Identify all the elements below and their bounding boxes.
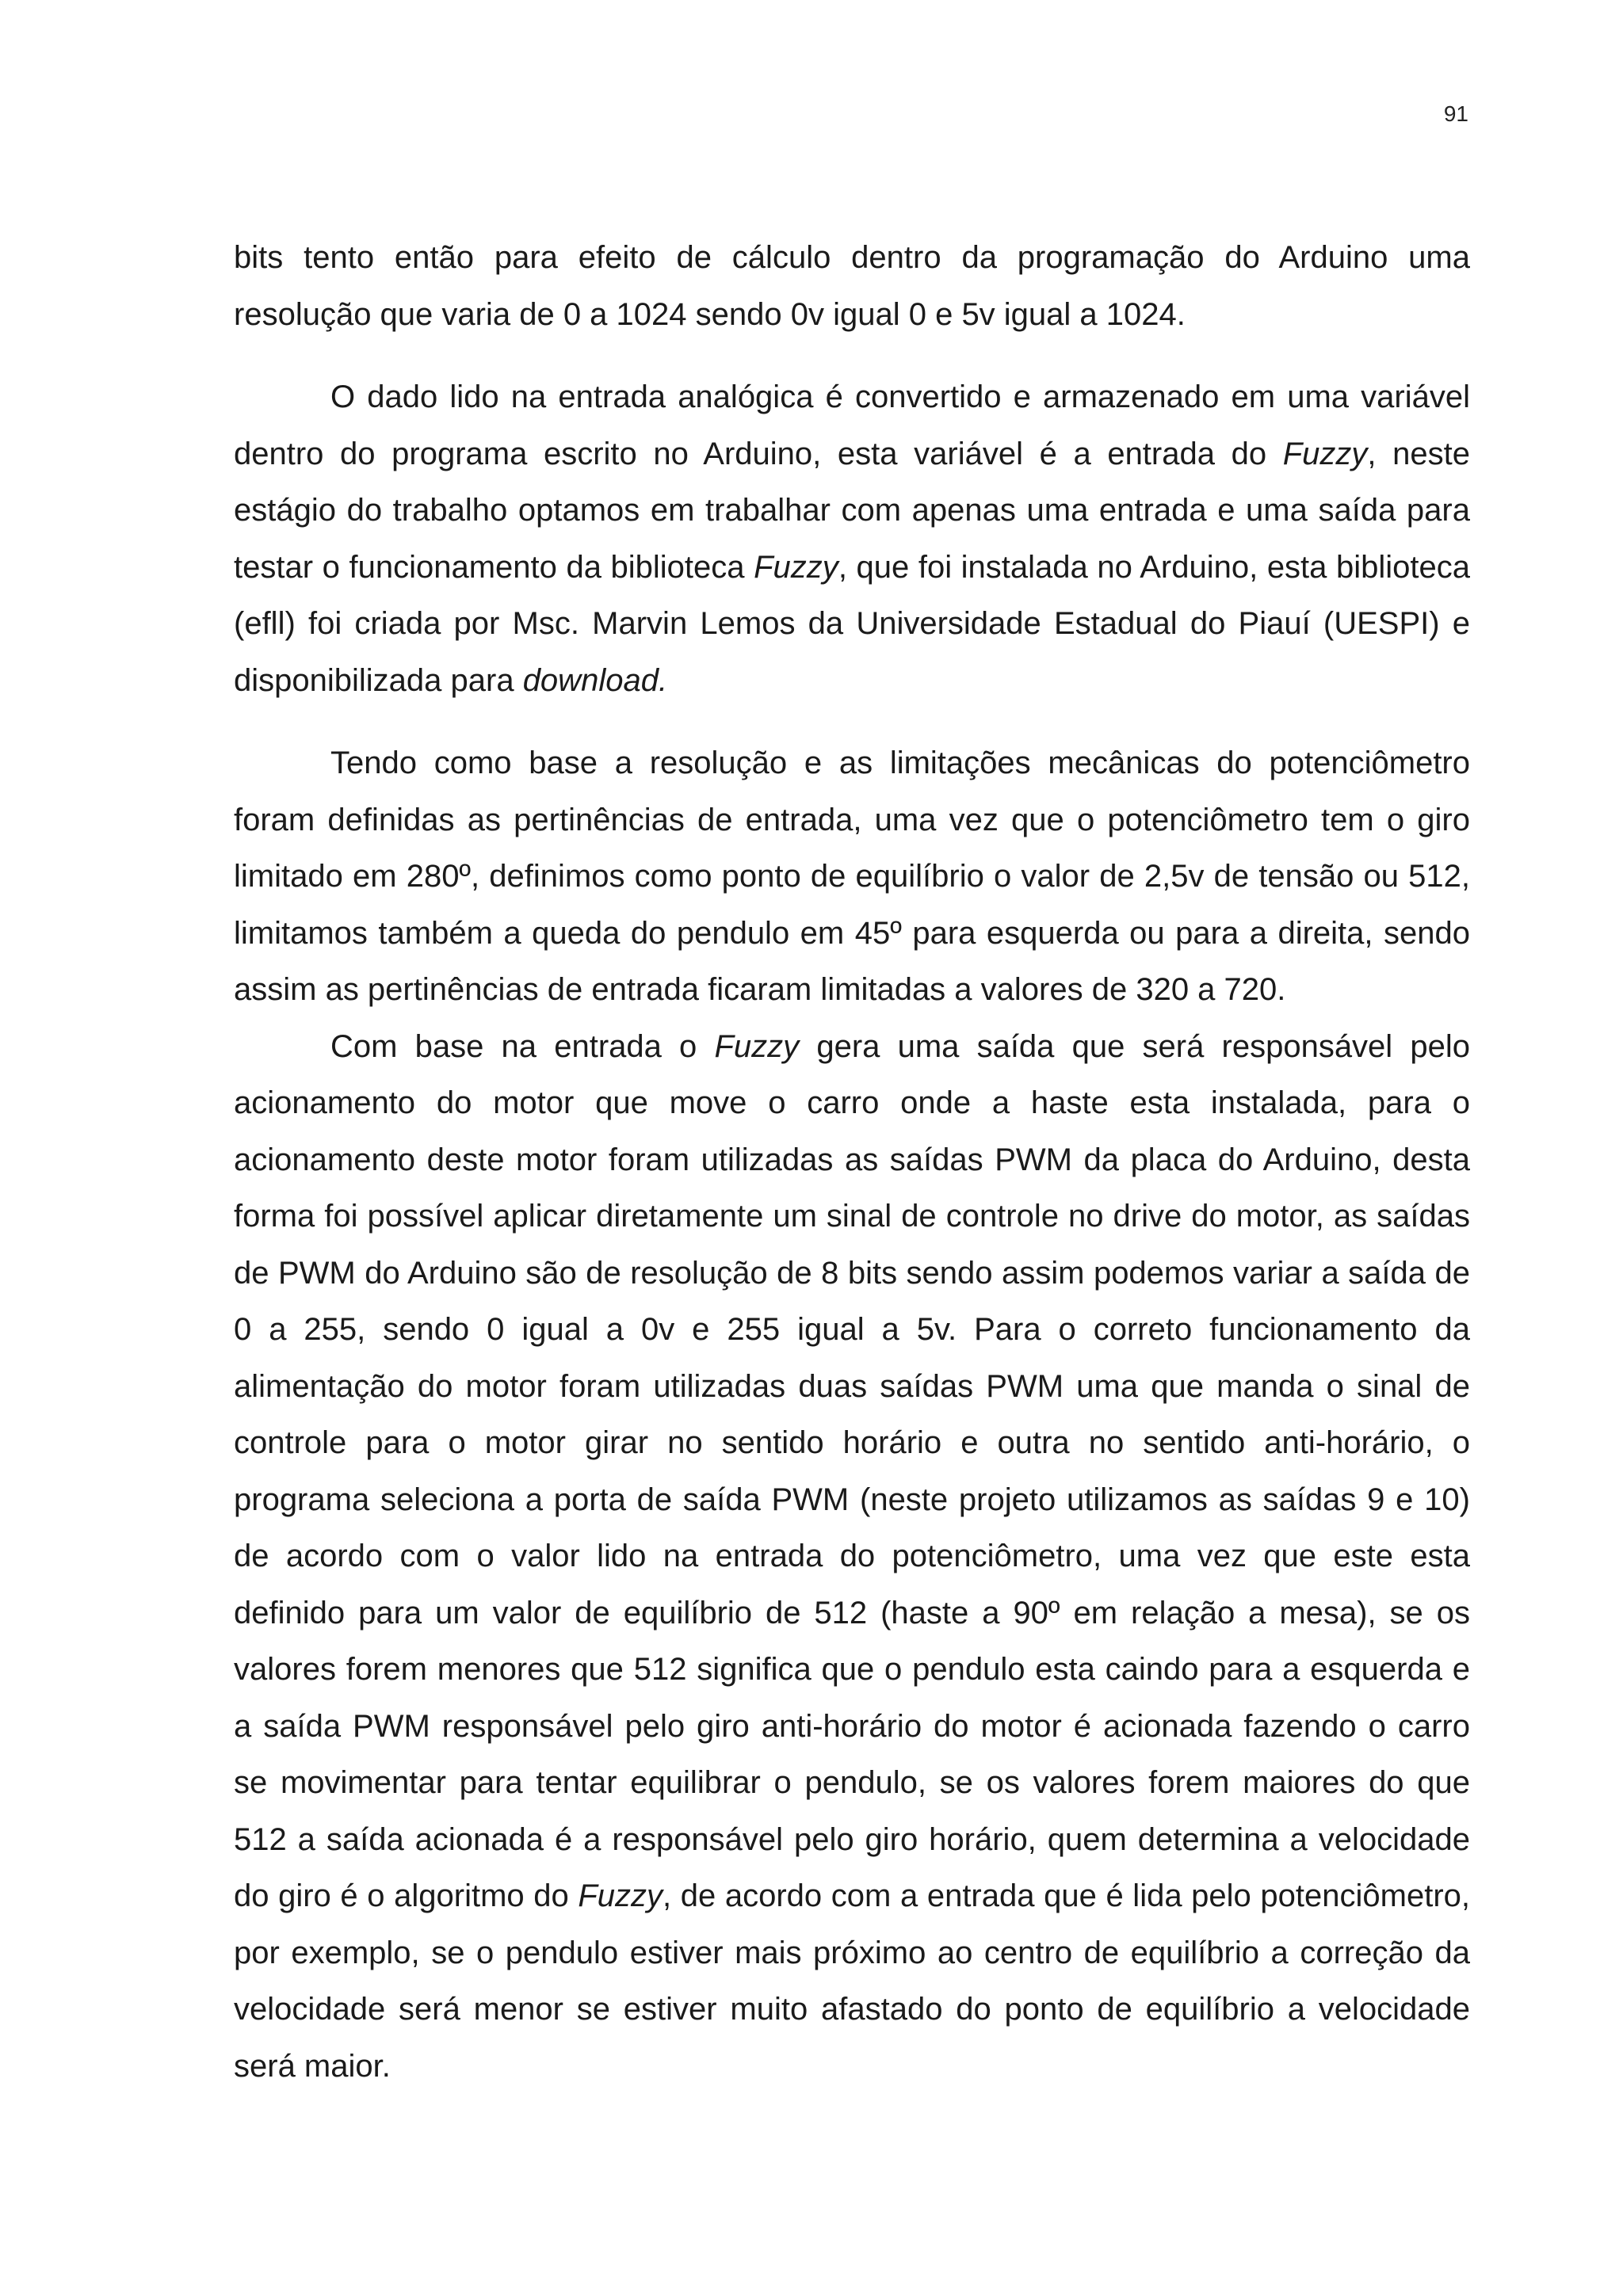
paragraph-1: bits tento então para efeito de cálculo dentro da programação do Arduino uma resolução que varia de 0 a 1024 sendo 0v igual 0 e 5v igual a 1024. bbox=[234, 240, 1470, 332]
paragraph-2-text-a: O dado lido na entrada analógica é convertido e armazenado em uma variável dentro do programa escrito no Arduino, esta variável é a entrada do bbox=[234, 379, 1470, 471]
document-body bbox=[234, 230, 1470, 2095]
paragraph-4-text-c: gera uma saída que será responsável pelo acionamento do motor que move o carro onde a haste esta instalada, para o acionamento deste motor foram utilizadas as saídas PWM da placa do Arduino, desta forma foi possível aplicar diretamente um sinal de controle no drive do motor, as saídas de PWM do Arduino são de resolução de 8 bits sendo assim podemos variar a saída de 0 a 255, sendo 0 igual a 0v e 255 igual a 5v. Para o correto funcionamento da alimentação do motor foram utilizadas duas saídas PWM uma que manda o sinal de controle para o motor girar no sentido horário e outra no sentido anti-horário, o programa seleciona a porta de saída PWM (neste projeto utilizamos as saídas 9 e 10) de acordo com o valor lido na entrada do potenciômetro, uma vez que este esta definido para um valor de equilíbrio de 512 (haste a 90º em relação a mesa), se os valores forem menores que 512 significa que o pendulo esta caindo para a esquerda e a saída PWM responsável pelo giro anti-horário do motor é acionada fazendo o carro se movimentar para tentar equilibrar o pendulo, se os valores forem maiores do que 512 a saída acionada é a responsável pelo giro horário, quem determina a velocidade do giro é o algoritmo do bbox=[234, 1028, 1470, 1913]
page-number: 91 bbox=[1443, 101, 1468, 126]
paragraph-4-text-a: Com base na entrada o bbox=[330, 1028, 715, 1064]
paragraph-3: Tendo como base a resolução e as limitações mecânicas do potenciômetro foram definidas as pertinências de entrada, uma vez que o potenciômetro tem o giro limitado em 280º, definimos como ponto de equilíbrio o valor de 2,5v de tensão ou 512, limitamos também a queda do pendulo em 45º para esquerda ou para a direita, sendo assim as pertinências de entrada ficaram limitadas a valores de 320 a 720. bbox=[234, 746, 1470, 1007]
paragraph-2-italic-download: download. bbox=[522, 662, 668, 698]
paragraph-2-text-c: , neste estágio do trabalho optamos em trabalhar com apenas uma entrada e uma saída para testar o funcionamento da biblioteca bbox=[234, 436, 1470, 585]
paragraph-4 bbox=[234, 1019, 1470, 2096]
paragraph-4-italic-fuzzy-2: Fuzzy bbox=[578, 1878, 663, 1913]
paragraph-2-italic-fuzzy-2: Fuzzy bbox=[754, 549, 838, 585]
paragraph-4-text-e: , de acordo com a entrada que é lida pelo potenciômetro, por exemplo, se o pendulo estiver mais próximo ao centro de equilíbrio a correção da velocidade será menor se estiver muito afastado do ponto de equilíbrio a velocidade será maior. bbox=[234, 1878, 1471, 2084]
paragraph-2-text-e: , que foi instalada no Arduino, esta biblioteca (efll) foi criada por Msc. Marvin Lemos da Universidade Estadual do Piauí (UESPI) e disponibilizada para bbox=[234, 549, 1471, 698]
paragraph-2-italic-fuzzy-1: Fuzzy bbox=[1282, 436, 1368, 471]
paragraph-2 bbox=[234, 369, 1470, 709]
paragraph-4-italic-fuzzy-1: Fuzzy bbox=[714, 1028, 800, 1064]
